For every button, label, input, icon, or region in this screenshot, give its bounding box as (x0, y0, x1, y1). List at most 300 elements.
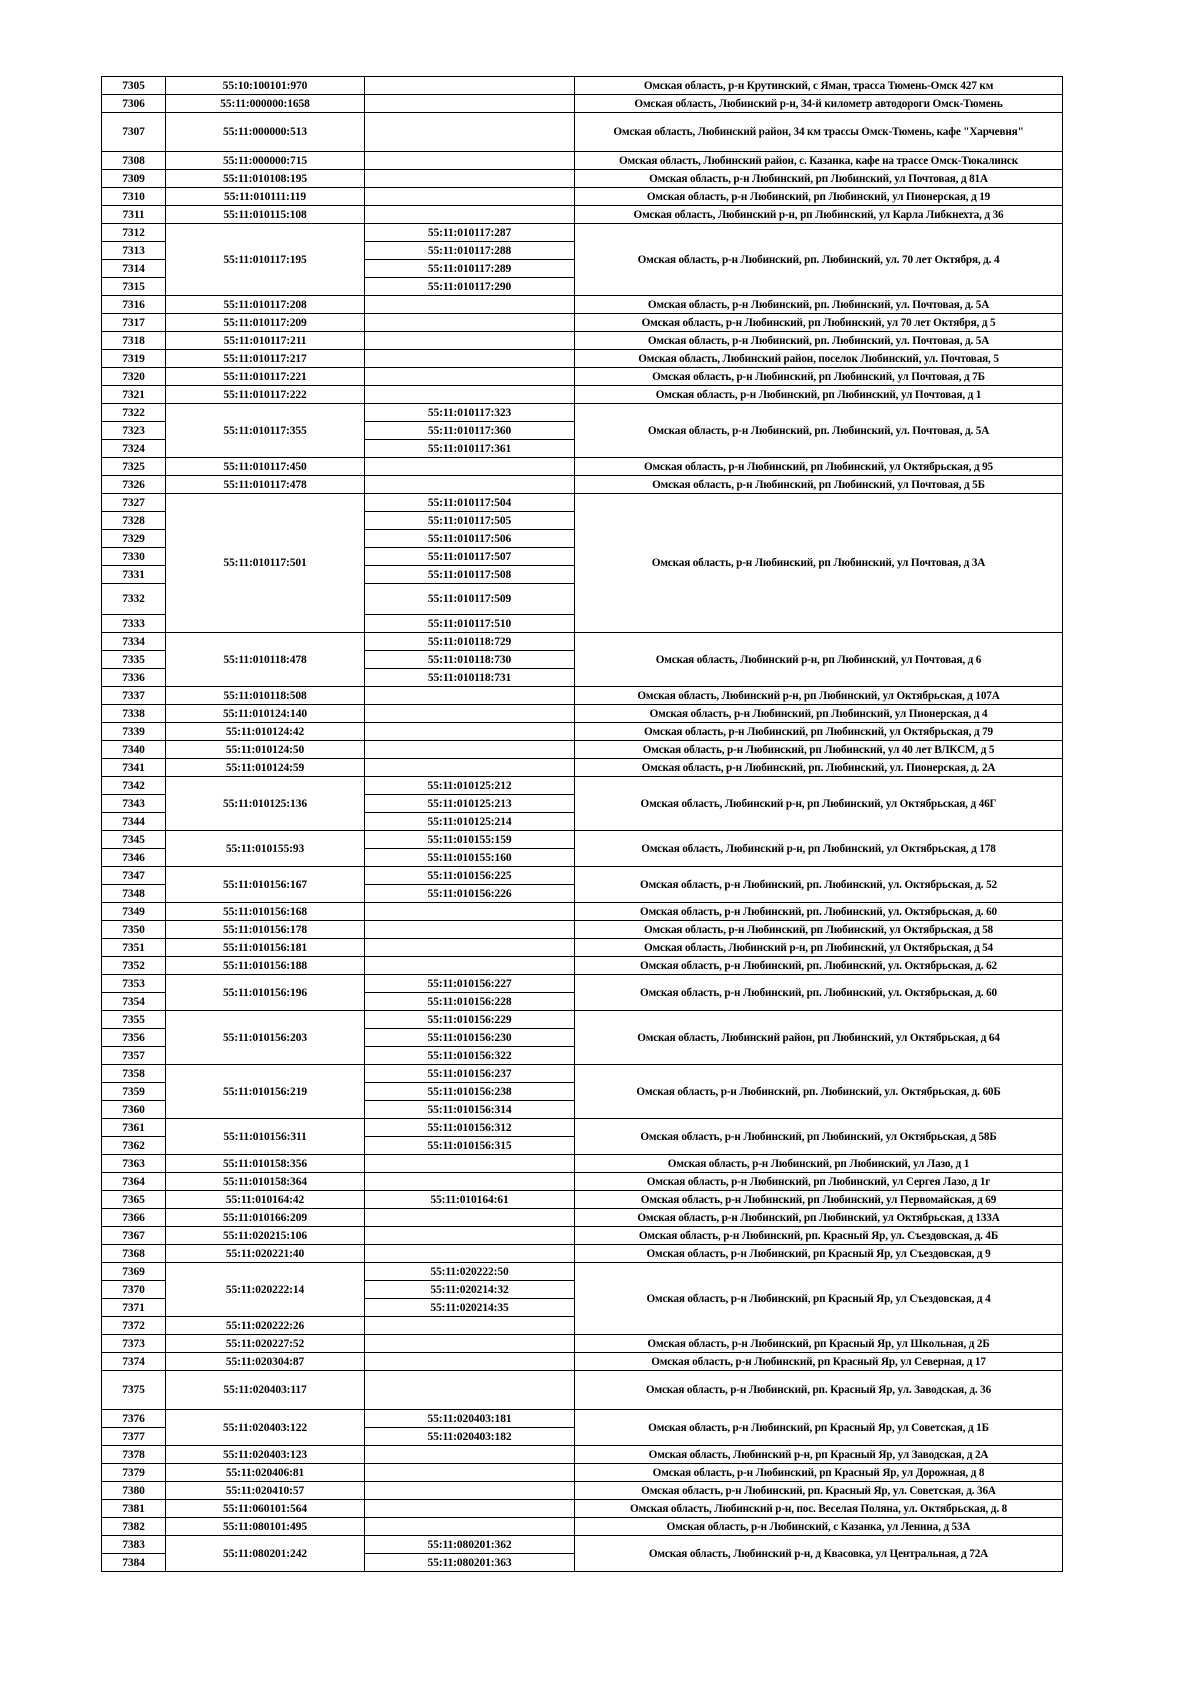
address-cell: Омская область, р-н Любинский, с Казанка, ул Ленина, д 53А (575, 1518, 1063, 1536)
table-row (102, 1518, 1063, 1536)
address-cell: Омская область, Любинский р-н, рп Любинский, ул Октябрьская, д 178 (575, 831, 1063, 867)
row-number-cell: 7331 (102, 566, 166, 584)
cadastral-number-cell: 55:11:010124:50 (166, 741, 365, 759)
address-cell: Омская область, р-н Любинский, рп. Любинский, ул. Октябрьская, д. 60Б (575, 1065, 1063, 1119)
row-number-cell: 7376 (102, 1410, 166, 1428)
cadastral-number-cell: 55:11:010108:195 (166, 170, 365, 188)
table-row (102, 1335, 1063, 1353)
row-number-cell: 7305 (102, 77, 166, 95)
row-number-cell: 7375 (102, 1371, 166, 1410)
address-cell: Омская область, р-н Любинский, рп. Красный Яр, ул. Заводская, д. 36 (575, 1371, 1063, 1410)
document-page (101, 76, 1062, 1572)
sub-cadastral-number-cell (365, 1464, 575, 1482)
row-number-cell: 7344 (102, 813, 166, 831)
sub-cadastral-number-cell: 55:11:010117:508 (365, 566, 575, 584)
row-number-cell: 7326 (102, 476, 166, 494)
row-number-cell: 7325 (102, 458, 166, 476)
sub-cadastral-number-cell: 55:11:020214:35 (365, 1299, 575, 1317)
address-cell: Омская область, Любинский район, рп Любинский, ул Октябрьская, д 64 (575, 1011, 1063, 1065)
table-row (102, 332, 1063, 350)
row-number-cell: 7308 (102, 152, 166, 170)
sub-cadastral-number-cell (365, 296, 575, 314)
row-number-cell: 7356 (102, 1029, 166, 1047)
table-row (102, 458, 1063, 476)
sub-cadastral-number-cell: 55:11:010117:361 (365, 440, 575, 458)
sub-cadastral-number-cell (365, 314, 575, 332)
sub-cadastral-number-cell (365, 723, 575, 741)
row-number-cell: 7365 (102, 1191, 166, 1209)
sub-cadastral-number-cell: 55:11:010117:506 (365, 530, 575, 548)
cadastral-number-cell: 55:11:010117:501 (166, 494, 365, 633)
row-number-cell: 7357 (102, 1047, 166, 1065)
address-cell: Омская область, р-н Любинский, рп Любинский, ул Почтовая, д 81А (575, 170, 1063, 188)
cadastral-number-cell: 55:10:100101:970 (166, 77, 365, 95)
sub-cadastral-number-cell: 55:11:020222:50 (365, 1263, 575, 1281)
row-number-cell: 7334 (102, 633, 166, 651)
table-row (102, 224, 1063, 242)
row-number-cell: 7317 (102, 314, 166, 332)
table-row (102, 1482, 1063, 1500)
table-row (102, 77, 1063, 95)
address-cell: Омская область, р-н Любинский, рп. Любинский, ул. Пионерская, д. 2А (575, 759, 1063, 777)
table-row (102, 1011, 1063, 1029)
row-number-cell: 7378 (102, 1446, 166, 1464)
address-cell: Омская область, р-н Любинский, рп. Любинский, ул. Почтовая, д. 5А (575, 332, 1063, 350)
cadastral-number-cell: 55:11:000000:513 (166, 113, 365, 152)
row-number-cell: 7382 (102, 1518, 166, 1536)
row-number-cell: 7366 (102, 1209, 166, 1227)
address-cell: Омская область, р-н Любинский, рп Любинский, ул Октябрьская, д 133А (575, 1209, 1063, 1227)
address-cell: Омская область, р-н Любинский, рп Красный Яр, ул Советская, д 1Б (575, 1410, 1063, 1446)
table-row (102, 1353, 1063, 1371)
table-row (102, 206, 1063, 224)
sub-cadastral-number-cell: 55:11:020403:182 (365, 1428, 575, 1446)
address-cell: Омская область, р-н Любинский, рп Любинский, ул Октябрьская, д 58 (575, 921, 1063, 939)
row-number-cell: 7307 (102, 113, 166, 152)
cadastral-number-cell: 55:11:010164:42 (166, 1191, 365, 1209)
cadastral-number-cell: 55:11:010117:355 (166, 404, 365, 458)
table-row (102, 777, 1063, 795)
sub-cadastral-number-cell: 55:11:010118:730 (365, 651, 575, 669)
cadastral-number-cell: 55:11:010156:311 (166, 1119, 365, 1155)
row-number-cell: 7337 (102, 687, 166, 705)
address-cell: Омская область, Любинский р-н, рп Любинский, ул Октябрьская, д 107А (575, 687, 1063, 705)
row-number-cell: 7320 (102, 368, 166, 386)
table-row (102, 1119, 1063, 1137)
cadastral-number-cell: 55:11:010117:450 (166, 458, 365, 476)
row-number-cell: 7311 (102, 206, 166, 224)
sub-cadastral-number-cell: 55:11:010156:238 (365, 1083, 575, 1101)
sub-cadastral-number-cell: 55:11:010156:226 (365, 885, 575, 903)
address-cell: Омская область, Любинский р-н, пос. Веселая Поляна, ул. Октябрьская, д. 8 (575, 1500, 1063, 1518)
address-cell: Омская область, р-н Любинский, рп Любинский, ул Октябрьская, д 95 (575, 458, 1063, 476)
table-row (102, 494, 1063, 512)
table-row (102, 1446, 1063, 1464)
row-number-cell: 7312 (102, 224, 166, 242)
address-cell: Омская область, р-н Любинский, рп. Любинский, ул. Октябрьская, д. 60 (575, 975, 1063, 1011)
address-cell: Омская область, р-н Любинский, рп. Красный Яр, ул. Советская, д. 36А (575, 1482, 1063, 1500)
row-number-cell: 7346 (102, 849, 166, 867)
sub-cadastral-number-cell (365, 903, 575, 921)
row-number-cell: 7367 (102, 1227, 166, 1245)
row-number-cell: 7318 (102, 332, 166, 350)
sub-cadastral-number-cell (365, 113, 575, 152)
table-row (102, 1191, 1063, 1209)
address-cell: Омская область, р-н Любинский, рп. Красный Яр, ул. Съездовская, д. 4Б (575, 1227, 1063, 1245)
row-number-cell: 7377 (102, 1428, 166, 1446)
cadastral-number-cell: 55:11:080101:495 (166, 1518, 365, 1536)
row-number-cell: 7368 (102, 1245, 166, 1263)
sub-cadastral-number-cell (365, 152, 575, 170)
table-row (102, 188, 1063, 206)
sub-cadastral-number-cell: 55:11:020403:181 (365, 1410, 575, 1428)
row-number-cell: 7342 (102, 777, 166, 795)
sub-cadastral-number-cell (365, 1371, 575, 1410)
sub-cadastral-number-cell: 55:11:010125:212 (365, 777, 575, 795)
sub-cadastral-number-cell (365, 1446, 575, 1464)
cadastral-number-cell: 55:11:010117:222 (166, 386, 365, 404)
address-cell: Омская область, р-н Любинский, рп. Любинский, ул. Октябрьская, д. 62 (575, 957, 1063, 975)
row-number-cell: 7369 (102, 1263, 166, 1281)
cadastral-number-cell: 55:11:010118:508 (166, 687, 365, 705)
address-cell: Омская область, р-н Любинский, рп Любинский, ул Пионерская, д 4 (575, 705, 1063, 723)
address-cell: Омская область, р-н Любинский, рп Красный Яр, ул Дорожная, д 8 (575, 1464, 1063, 1482)
row-number-cell: 7306 (102, 95, 166, 113)
row-number-cell: 7379 (102, 1464, 166, 1482)
sub-cadastral-number-cell (365, 188, 575, 206)
table-row (102, 386, 1063, 404)
row-number-cell: 7371 (102, 1299, 166, 1317)
row-number-cell: 7333 (102, 615, 166, 633)
address-cell: Омская область, р-н Любинский, рп Любинский, ул Пионерская, д 19 (575, 188, 1063, 206)
cadastral-number-cell: 55:11:010156:167 (166, 867, 365, 903)
cadastral-number-cell: 55:11:000000:715 (166, 152, 365, 170)
cadastral-number-cell: 55:11:060101:564 (166, 1500, 365, 1518)
cadastral-number-cell: 55:11:010115:108 (166, 206, 365, 224)
sub-cadastral-number-cell: 55:11:010164:61 (365, 1191, 575, 1209)
table-row (102, 404, 1063, 422)
sub-cadastral-number-cell: 55:11:010156:227 (365, 975, 575, 993)
table-row (102, 741, 1063, 759)
sub-cadastral-number-cell: 55:11:010117:287 (365, 224, 575, 242)
sub-cadastral-number-cell: 55:11:010156:322 (365, 1047, 575, 1065)
address-cell: Омская область, р-н Любинский, рп Любинский, ул 40 лет ВЛКСМ, д 5 (575, 741, 1063, 759)
sub-cadastral-number-cell (365, 759, 575, 777)
table-row (102, 759, 1063, 777)
cadastral-number-cell: 55:11:010118:478 (166, 633, 365, 687)
address-cell: Омская область, Любинский район, 34 км трассы Омск-Тюмень, кафе "Харчевня" (575, 113, 1063, 152)
sub-cadastral-number-cell (365, 332, 575, 350)
row-number-cell: 7319 (102, 350, 166, 368)
table-row (102, 1065, 1063, 1083)
row-number-cell: 7315 (102, 278, 166, 296)
cadastral-number-cell: 55:11:020403:123 (166, 1446, 365, 1464)
table-row (102, 350, 1063, 368)
sub-cadastral-number-cell (365, 458, 575, 476)
cadastral-number-cell: 55:11:080201:242 (166, 1536, 365, 1572)
address-cell: Омская область, р-н Любинский, рп Любинский, ул Октябрьская, д 58Б (575, 1119, 1063, 1155)
sub-cadastral-number-cell: 55:11:010156:229 (365, 1011, 575, 1029)
row-number-cell: 7330 (102, 548, 166, 566)
address-cell: Омская область, Любинский р-н, 34-й километр автодороги Омск-Тюмень (575, 95, 1063, 113)
row-number-cell: 7351 (102, 939, 166, 957)
sub-cadastral-number-cell (365, 921, 575, 939)
row-number-cell: 7313 (102, 242, 166, 260)
cadastral-number-cell: 55:11:010156:196 (166, 975, 365, 1011)
table-row (102, 1173, 1063, 1191)
address-cell: Омская область, Любинский район, поселок Любинский, ул. Почтовая, 5 (575, 350, 1063, 368)
row-number-cell: 7374 (102, 1353, 166, 1371)
cadastral-number-cell: 55:11:010125:136 (166, 777, 365, 831)
cadastral-number-cell: 55:11:010166:209 (166, 1209, 365, 1227)
cadastral-number-cell: 55:11:010117:478 (166, 476, 365, 494)
table-row (102, 705, 1063, 723)
sub-cadastral-number-cell (365, 1335, 575, 1353)
row-number-cell: 7358 (102, 1065, 166, 1083)
row-number-cell: 7345 (102, 831, 166, 849)
row-number-cell: 7328 (102, 512, 166, 530)
sub-cadastral-number-cell (365, 1353, 575, 1371)
row-number-cell: 7316 (102, 296, 166, 314)
cadastral-number-cell: 55:11:010117:208 (166, 296, 365, 314)
table-row (102, 1263, 1063, 1281)
table-row (102, 831, 1063, 849)
address-cell: Омская область, р-н Любинский, рп. Любинский, ул. Почтовая, д. 5А (575, 296, 1063, 314)
address-cell: Омская область, р-н Любинский, рп Любинский, ул Первомайская, д 69 (575, 1191, 1063, 1209)
cadastral-number-cell: 55:11:010156:203 (166, 1011, 365, 1065)
row-number-cell: 7361 (102, 1119, 166, 1137)
table-row (102, 939, 1063, 957)
table-row (102, 903, 1063, 921)
table-body (102, 77, 1063, 1572)
table-row (102, 170, 1063, 188)
sub-cadastral-number-cell (365, 206, 575, 224)
cadastral-number-cell: 55:11:010124:59 (166, 759, 365, 777)
sub-cadastral-number-cell: 55:11:010156:230 (365, 1029, 575, 1047)
sub-cadastral-number-cell: 55:11:010117:360 (365, 422, 575, 440)
row-number-cell: 7310 (102, 188, 166, 206)
table-row (102, 1500, 1063, 1518)
row-number-cell: 7329 (102, 530, 166, 548)
row-number-cell: 7373 (102, 1335, 166, 1353)
cadastral-number-cell: 55:11:010156:178 (166, 921, 365, 939)
table-row (102, 633, 1063, 651)
table-row (102, 1227, 1063, 1245)
row-number-cell: 7363 (102, 1155, 166, 1173)
sub-cadastral-number-cell (365, 705, 575, 723)
sub-cadastral-number-cell (365, 350, 575, 368)
sub-cadastral-number-cell (365, 1173, 575, 1191)
sub-cadastral-number-cell: 55:11:010156:225 (365, 867, 575, 885)
sub-cadastral-number-cell (365, 687, 575, 705)
row-number-cell: 7335 (102, 651, 166, 669)
cadastral-number-cell: 55:11:010117:221 (166, 368, 365, 386)
row-number-cell: 7354 (102, 993, 166, 1011)
sub-cadastral-number-cell: 55:11:010118:731 (365, 669, 575, 687)
sub-cadastral-number-cell: 55:11:010155:159 (365, 831, 575, 849)
sub-cadastral-number-cell (365, 95, 575, 113)
table-row (102, 867, 1063, 885)
sub-cadastral-number-cell (365, 1500, 575, 1518)
cadastral-number-cell: 55:11:010156:168 (166, 903, 365, 921)
row-number-cell: 7384 (102, 1554, 166, 1572)
row-number-cell: 7332 (102, 584, 166, 615)
cadastral-register-table (101, 76, 1063, 1572)
sub-cadastral-number-cell: 55:11:010125:213 (365, 795, 575, 813)
address-cell: Омская область, р-н Любинский, рп. Любинский, ул. 70 лет Октября, д. 4 (575, 224, 1063, 296)
table-row (102, 368, 1063, 386)
address-cell: Омская область, Любинский р-н, д Квасовка, ул Центральная, д 72А (575, 1536, 1063, 1572)
cadastral-number-cell: 55:11:020227:52 (166, 1335, 365, 1353)
row-number-cell: 7349 (102, 903, 166, 921)
sub-cadastral-number-cell (365, 1482, 575, 1500)
address-cell: Омская область, р-н Любинский, рп Любинский, ул Почтовая, д 3А (575, 494, 1063, 633)
row-number-cell: 7336 (102, 669, 166, 687)
address-cell: Омская область, р-н Любинский, рп. Любинский, ул. Октябрьская, д. 60 (575, 903, 1063, 921)
sub-cadastral-number-cell (365, 939, 575, 957)
table-row (102, 1464, 1063, 1482)
cadastral-number-cell: 55:11:010158:364 (166, 1173, 365, 1191)
address-cell: Омская область, р-н Любинский, рп Любинский, ул Октябрьская, д 79 (575, 723, 1063, 741)
table-row (102, 921, 1063, 939)
sub-cadastral-number-cell: 55:11:010117:510 (365, 615, 575, 633)
sub-cadastral-number-cell (365, 77, 575, 95)
table-row (102, 1410, 1063, 1428)
row-number-cell: 7364 (102, 1173, 166, 1191)
address-cell: Омская область, р-н Любинский, рп Любинский, ул Почтовая, д 1 (575, 386, 1063, 404)
table-row (102, 1536, 1063, 1554)
sub-cadastral-number-cell: 55:11:010117:288 (365, 242, 575, 260)
row-number-cell: 7324 (102, 440, 166, 458)
sub-cadastral-number-cell (365, 741, 575, 759)
address-cell: Омская область, р-н Любинский, рп Красный Яр, ул Съездовская, д 4 (575, 1263, 1063, 1335)
table-row (102, 975, 1063, 993)
row-number-cell: 7350 (102, 921, 166, 939)
cadastral-number-cell: 55:11:020221:40 (166, 1245, 365, 1263)
row-number-cell: 7323 (102, 422, 166, 440)
sub-cadastral-number-cell: 55:11:010117:504 (365, 494, 575, 512)
sub-cadastral-number-cell: 55:11:080201:362 (365, 1536, 575, 1554)
address-cell: Омская область, Любинский р-н, рп Любинский, ул Почтовая, д 6 (575, 633, 1063, 687)
address-cell: Омская область, р-н Любинский, рп Любинский, ул Лазо, д 1 (575, 1155, 1063, 1173)
row-number-cell: 7383 (102, 1536, 166, 1554)
table-row (102, 1209, 1063, 1227)
row-number-cell: 7322 (102, 404, 166, 422)
sub-cadastral-number-cell (365, 368, 575, 386)
table-row (102, 1155, 1063, 1173)
row-number-cell: 7355 (102, 1011, 166, 1029)
address-cell: Омская область, р-н Крутинский, с Яман, трасса Тюмень-Омск 427 км (575, 77, 1063, 95)
table-row (102, 687, 1063, 705)
cadastral-number-cell: 55:11:010117:195 (166, 224, 365, 296)
row-number-cell: 7314 (102, 260, 166, 278)
table-row (102, 957, 1063, 975)
cadastral-number-cell: 55:11:020403:122 (166, 1410, 365, 1446)
cadastral-number-cell: 55:11:020403:117 (166, 1371, 365, 1410)
row-number-cell: 7362 (102, 1137, 166, 1155)
cadastral-number-cell: 55:11:000000:1658 (166, 95, 365, 113)
row-number-cell: 7380 (102, 1482, 166, 1500)
cadastral-number-cell: 55:11:020406:81 (166, 1464, 365, 1482)
row-number-cell: 7370 (102, 1281, 166, 1299)
cadastral-number-cell: 55:11:010124:140 (166, 705, 365, 723)
sub-cadastral-number-cell: 55:11:010117:509 (365, 584, 575, 615)
address-cell: Омская область, Любинский р-н, рп Любинский, ул Октябрьская, д 46Г (575, 777, 1063, 831)
sub-cadastral-number-cell: 55:11:010156:237 (365, 1065, 575, 1083)
sub-cadastral-number-cell: 55:11:010155:160 (365, 849, 575, 867)
table-row (102, 95, 1063, 113)
cadastral-number-cell: 55:11:010111:119 (166, 188, 365, 206)
cadastral-number-cell: 55:11:010156:181 (166, 939, 365, 957)
sub-cadastral-number-cell: 55:11:010156:228 (365, 993, 575, 1011)
cadastral-number-cell: 55:11:010124:42 (166, 723, 365, 741)
address-cell: Омская область, Любинский р-н, рп Любинский, ул Карла Либкнехта, д 36 (575, 206, 1063, 224)
address-cell: Омская область, р-н Любинский, рп. Любинский, ул. Почтовая, д. 5А (575, 404, 1063, 458)
row-number-cell: 7341 (102, 759, 166, 777)
cadastral-number-cell: 55:11:010155:93 (166, 831, 365, 867)
address-cell: Омская область, Любинский р-н, рп Любинский, ул Октябрьская, д 54 (575, 939, 1063, 957)
sub-cadastral-number-cell (365, 1155, 575, 1173)
address-cell: Омская область, Любинский район, с. Казанка, кафе на трассе Омск-Тюкалинск (575, 152, 1063, 170)
sub-cadastral-number-cell: 55:11:080201:363 (365, 1554, 575, 1572)
sub-cadastral-number-cell (365, 386, 575, 404)
cadastral-number-cell: 55:11:020222:14 (166, 1263, 365, 1317)
table-row (102, 476, 1063, 494)
address-cell: Омская область, р-н Любинский, рп Любинский, ул Почтовая, д 5Б (575, 476, 1063, 494)
address-cell: Омская область, р-н Любинский, рп Красный Яр, ул Школьная, д 2Б (575, 1335, 1063, 1353)
address-cell: Омская область, р-н Любинский, рп Красный Яр, ул Северная, д 17 (575, 1353, 1063, 1371)
address-cell: Омская область, р-н Любинский, рп. Любинский, ул. Октябрьская, д. 52 (575, 867, 1063, 903)
cadastral-number-cell: 55:11:020410:57 (166, 1482, 365, 1500)
row-number-cell: 7360 (102, 1101, 166, 1119)
sub-cadastral-number-cell (365, 1518, 575, 1536)
row-number-cell: 7309 (102, 170, 166, 188)
sub-cadastral-number-cell (365, 1317, 575, 1335)
cadastral-number-cell: 55:11:010156:188 (166, 957, 365, 975)
cadastral-number-cell: 55:11:010156:219 (166, 1065, 365, 1119)
sub-cadastral-number-cell (365, 476, 575, 494)
sub-cadastral-number-cell: 55:11:010156:312 (365, 1119, 575, 1137)
sub-cadastral-number-cell (365, 1209, 575, 1227)
table-row (102, 113, 1063, 152)
address-cell: Омская область, р-н Любинский, рп Красный Яр, ул Съездовская, д 9 (575, 1245, 1063, 1263)
sub-cadastral-number-cell: 55:11:010117:507 (365, 548, 575, 566)
table-row (102, 314, 1063, 332)
row-number-cell: 7381 (102, 1500, 166, 1518)
sub-cadastral-number-cell (365, 170, 575, 188)
cadastral-number-cell: 55:11:010117:211 (166, 332, 365, 350)
address-cell: Омская область, Любинский р-н, рп Красный Яр, ул Заводская, д 2А (575, 1446, 1063, 1464)
row-number-cell: 7372 (102, 1317, 166, 1335)
cadastral-number-cell: 55:11:020222:26 (166, 1317, 365, 1335)
sub-cadastral-number-cell: 55:11:010125:214 (365, 813, 575, 831)
row-number-cell: 7359 (102, 1083, 166, 1101)
sub-cadastral-number-cell: 55:11:010156:315 (365, 1137, 575, 1155)
table-row (102, 723, 1063, 741)
sub-cadastral-number-cell: 55:11:010156:314 (365, 1101, 575, 1119)
sub-cadastral-number-cell (365, 957, 575, 975)
sub-cadastral-number-cell (365, 1227, 575, 1245)
sub-cadastral-number-cell: 55:11:010117:289 (365, 260, 575, 278)
table-row (102, 296, 1063, 314)
cadastral-number-cell: 55:11:010117:209 (166, 314, 365, 332)
sub-cadastral-number-cell: 55:11:010118:729 (365, 633, 575, 651)
row-number-cell: 7348 (102, 885, 166, 903)
cadastral-number-cell: 55:11:010117:217 (166, 350, 365, 368)
table-row (102, 152, 1063, 170)
row-number-cell: 7327 (102, 494, 166, 512)
sub-cadastral-number-cell: 55:11:010117:505 (365, 512, 575, 530)
